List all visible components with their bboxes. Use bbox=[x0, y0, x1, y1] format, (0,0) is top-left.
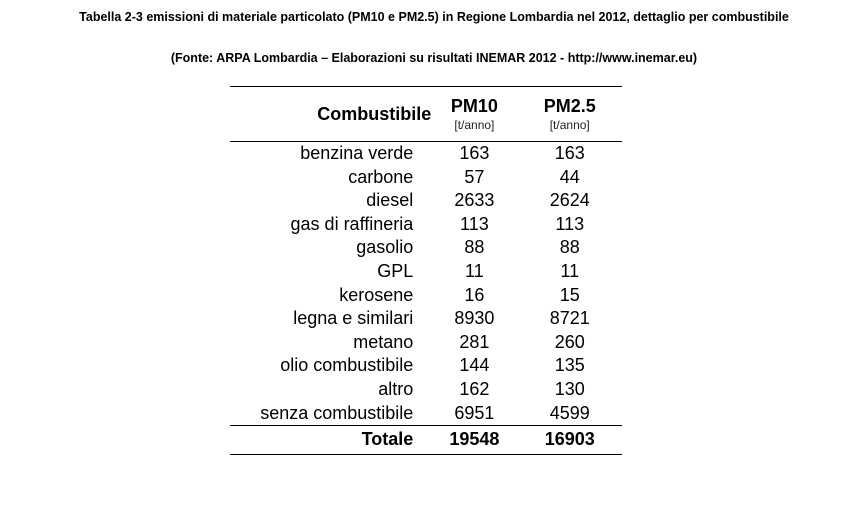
row-pm10: 144 bbox=[459, 355, 490, 376]
source-note: (Fonte: ARPA Lombardia – Elaborazioni su risultati INEMAR 2012 - http://www.inemar.eu) bbox=[170, 51, 698, 65]
total-pm10: 19548 bbox=[449, 429, 500, 450]
row-label: legna e similari bbox=[293, 308, 414, 329]
table-row bbox=[230, 189, 622, 213]
header-pm25-unit: [t/anno] bbox=[549, 118, 590, 132]
header-row bbox=[230, 87, 622, 142]
row-label: carbone bbox=[348, 166, 414, 187]
header-pm25 bbox=[517, 87, 622, 142]
row-label: olio combustibile bbox=[280, 355, 414, 376]
table-row bbox=[230, 166, 622, 190]
row-label: altro bbox=[378, 378, 414, 399]
row-label: gasolio bbox=[356, 237, 414, 258]
table-row bbox=[230, 307, 622, 331]
row-label: gas di raffineria bbox=[290, 213, 414, 234]
row-pm25: 15 bbox=[559, 284, 580, 305]
header-pm10-name: PM10 bbox=[450, 96, 498, 116]
table-row bbox=[230, 236, 622, 260]
row-pm25: 130 bbox=[554, 378, 585, 399]
row-label: benzina verde bbox=[300, 143, 414, 163]
row-pm10: 8930 bbox=[454, 308, 495, 329]
header-pm25-name: PM2.5 bbox=[543, 96, 596, 116]
row-pm10: 88 bbox=[464, 237, 485, 258]
table-body bbox=[230, 142, 622, 455]
row-pm10: 57 bbox=[464, 166, 485, 187]
row-pm25: 88 bbox=[559, 237, 580, 258]
table-caption: Tabella 2-3 emissioni di materiale particolato (PM10 e PM2.5) in Regione Lombardia nel 2012, dettaglio per combustibile bbox=[79, 10, 789, 24]
row-pm10: 11 bbox=[465, 260, 484, 281]
row-pm10: 6951 bbox=[454, 402, 495, 423]
row-pm10: 281 bbox=[459, 331, 490, 352]
row-pm10: 163 bbox=[459, 143, 490, 163]
row-label: diesel bbox=[366, 190, 414, 211]
row-label: kerosene bbox=[339, 284, 414, 305]
row-pm10: 2633 bbox=[454, 190, 495, 211]
table-row bbox=[230, 378, 622, 402]
row-pm25: 4599 bbox=[549, 402, 590, 423]
table-row bbox=[230, 260, 622, 284]
row-label: GPL bbox=[377, 260, 414, 281]
total-row bbox=[230, 426, 622, 455]
header-pm10-unit: [t/anno] bbox=[454, 118, 495, 132]
row-pm25: 8721 bbox=[549, 308, 590, 329]
total-pm25: 16903 bbox=[544, 429, 595, 450]
emissions-table bbox=[230, 86, 622, 455]
table-row bbox=[230, 402, 622, 426]
row-label: metano bbox=[353, 331, 414, 352]
total-label: Totale bbox=[361, 429, 414, 450]
table-row bbox=[230, 213, 622, 237]
table-row bbox=[230, 284, 622, 308]
row-pm25: 135 bbox=[554, 355, 585, 376]
table-row bbox=[230, 354, 622, 378]
row-pm25: 11 bbox=[560, 260, 580, 281]
row-pm25: 2624 bbox=[549, 190, 590, 211]
header-combustibile: Combustibile bbox=[317, 103, 432, 124]
table-row bbox=[230, 142, 622, 166]
row-pm25: 113 bbox=[555, 213, 585, 234]
table-row bbox=[230, 331, 622, 355]
row-label: senza combustibile bbox=[260, 402, 414, 423]
row-pm10: 113 bbox=[460, 213, 489, 234]
emissions-table-container bbox=[230, 86, 622, 455]
row-pm10: 16 bbox=[464, 284, 485, 305]
header-pm10 bbox=[431, 87, 517, 142]
row-pm25: 163 bbox=[554, 143, 585, 163]
row-pm25: 260 bbox=[554, 331, 585, 352]
row-pm25: 44 bbox=[559, 166, 580, 187]
row-pm10: 162 bbox=[459, 378, 490, 399]
